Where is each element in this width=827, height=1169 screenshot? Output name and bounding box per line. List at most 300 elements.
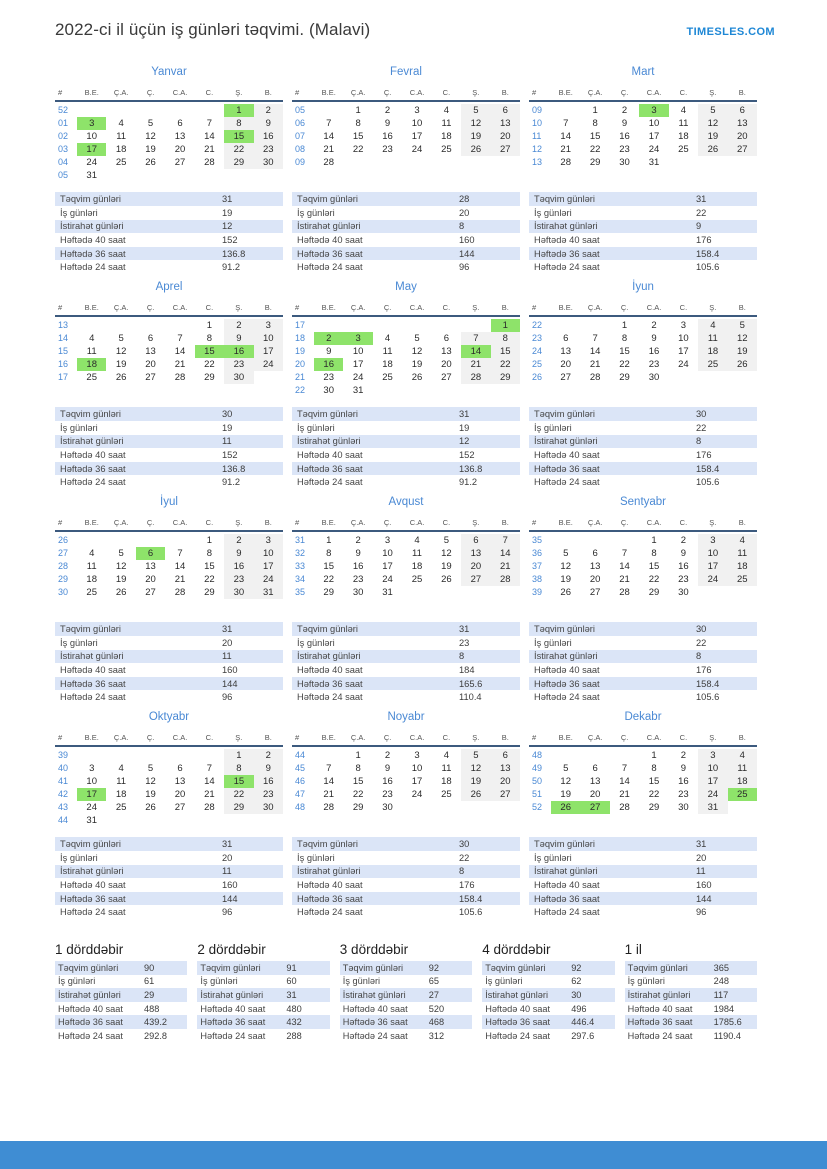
week-row — [55, 143, 283, 156]
stat-label: Həftədə 36 saat — [58, 1017, 123, 1028]
stat-row — [529, 206, 757, 220]
day-header: Ç.A. — [350, 88, 366, 97]
stat-row — [292, 837, 520, 851]
stat-label: Həftədə 36 saat — [297, 678, 363, 689]
day-cell: 8 — [355, 118, 361, 129]
day-cell: 3 — [639, 104, 668, 117]
stats-table — [197, 961, 329, 1043]
day-header: B. — [738, 518, 746, 527]
day-cell: 30 — [254, 156, 283, 169]
day-cell: 17 — [648, 131, 660, 142]
day-cell: 27 — [145, 372, 156, 383]
week-number: 23 — [532, 333, 543, 343]
day-cell: 14 — [204, 131, 215, 142]
day-cell: 6 — [592, 763, 598, 774]
week-row — [292, 143, 520, 156]
day-cell: 26 — [115, 587, 127, 598]
stat-label: İstirahət günləri — [60, 651, 124, 662]
day-cell: 24 — [648, 144, 660, 155]
day-cell: 27 — [145, 587, 156, 598]
header — [55, 20, 775, 40]
week-number: 11 — [532, 131, 542, 141]
day-cell: 18 — [382, 359, 393, 370]
week-row — [55, 332, 283, 345]
stat-row — [625, 988, 757, 1002]
stat-value: 11 — [222, 866, 232, 877]
day-cell: 6 — [592, 548, 598, 559]
stat-label: İş günləri — [342, 976, 381, 987]
week-row — [529, 801, 757, 814]
day-header: C. — [205, 88, 214, 97]
day-cell: 4 — [698, 319, 727, 332]
day-cell: 16 — [678, 776, 689, 787]
stat-label: Həftədə 24 saat — [58, 1030, 123, 1041]
stat-value: 105.6 — [696, 692, 720, 703]
stat-label: Həftədə 24 saat — [60, 262, 126, 273]
day-cell: 17 — [352, 359, 364, 370]
stat-label: İş günləri — [60, 207, 98, 218]
week-number: 35 — [532, 535, 543, 545]
month-title: Avqust — [388, 496, 424, 508]
day-cell: 27 — [174, 802, 186, 813]
stat-row — [55, 407, 283, 421]
month-title: Mart — [631, 66, 655, 78]
day-cell: 27 — [174, 157, 186, 168]
week-number: 22 — [532, 320, 543, 330]
stat-row — [55, 905, 283, 919]
summary-section — [197, 942, 329, 1043]
day-cell: 26 — [461, 143, 490, 156]
stat-row — [529, 192, 757, 206]
day-header: C. — [679, 733, 688, 742]
day-header-row — [55, 730, 283, 747]
day-cell: 30 — [224, 371, 253, 384]
day-cell: 26 — [698, 143, 727, 156]
day-cell: 30 — [678, 587, 689, 598]
day-header: # — [532, 733, 537, 742]
day-cell: 28 — [174, 587, 186, 598]
day-cell: 14 — [174, 561, 186, 572]
day-cell: 22 — [204, 359, 215, 370]
stat-row — [529, 690, 757, 704]
day-header: Ç.A. — [587, 88, 603, 97]
day-cell: 30 — [352, 587, 364, 598]
week-row — [529, 534, 757, 547]
stat-value: 144 — [696, 893, 712, 904]
stat-row — [292, 448, 520, 462]
week-row — [55, 104, 283, 117]
day-cell: 27 — [589, 587, 601, 598]
stat-label: Təqvim günləri — [60, 839, 121, 850]
stat-row — [55, 892, 283, 906]
week-number: 19 — [295, 346, 306, 356]
day-header: C. — [442, 733, 451, 742]
day-header: C.A. — [409, 88, 425, 97]
summary-section — [482, 942, 614, 1043]
stat-value: 144 — [222, 893, 238, 904]
stat-row — [55, 260, 283, 274]
day-cell: 18 — [728, 560, 757, 573]
month-calendar — [55, 515, 283, 599]
stat-value: 19 — [459, 422, 470, 433]
day-cell: 23 — [678, 574, 689, 585]
stat-row — [482, 975, 614, 989]
stat-value: 176 — [696, 450, 712, 461]
stat-row — [197, 961, 329, 975]
day-cell: 30 — [382, 802, 393, 813]
month-calendar — [55, 300, 283, 384]
day-cell: 1 — [224, 749, 253, 762]
month-title: May — [395, 281, 417, 293]
stat-row — [292, 233, 520, 247]
day-header: # — [58, 518, 63, 527]
stat-value: 30 — [696, 409, 707, 420]
day-cell: 29 — [224, 801, 253, 814]
day-header-row — [55, 515, 283, 532]
day-cell: 9 — [651, 333, 657, 344]
day-header: Ş. — [235, 518, 243, 527]
day-cell: 28 — [174, 372, 186, 383]
day-header: B.E. — [558, 733, 573, 742]
stat-label: İş günləri — [534, 637, 572, 648]
day-cell: 6 — [443, 333, 450, 344]
week-number: 41 — [58, 776, 69, 786]
stat-label: İstirahət günləri — [297, 651, 361, 662]
week-number: 02 — [58, 131, 69, 141]
day-cell: 17 — [382, 561, 393, 572]
week-row — [529, 573, 757, 586]
page-title: 2022-ci il üçün iş günləri təqvimi. (Malavi) — [55, 20, 371, 39]
day-cell: 28 — [323, 157, 334, 168]
stats-table — [55, 192, 283, 274]
month-title: Sentyabr — [619, 496, 667, 508]
day-cell: 18 — [411, 561, 423, 572]
stat-label: Həftədə 40 saat — [534, 880, 600, 891]
stat-row — [625, 961, 757, 975]
stat-row — [529, 421, 757, 435]
day-cell: 6 — [136, 547, 165, 560]
day-cell: 21 — [491, 560, 520, 573]
month-title: Fevral — [390, 66, 422, 78]
stat-row — [55, 663, 283, 677]
site-link[interactable]: TIMESLES.COM — [686, 26, 775, 38]
day-header: C. — [205, 518, 214, 527]
month-calendar — [292, 300, 520, 397]
stat-value: 160 — [696, 880, 712, 891]
day-cell: 2 — [224, 319, 253, 332]
stat-row — [482, 1029, 614, 1043]
stat-label: Həftədə 40 saat — [534, 665, 600, 676]
day-header: # — [58, 733, 63, 742]
day-cell: 10 — [411, 763, 423, 774]
day-cell: 21 — [204, 144, 215, 155]
day-cell: 23 — [678, 789, 689, 800]
stat-value: 19 — [222, 207, 233, 218]
stat-value: 1984 — [713, 1003, 735, 1014]
day-cell: 4 — [443, 750, 450, 761]
day-cell: 26 — [145, 802, 156, 813]
day-cell: 8 — [592, 118, 598, 129]
day-header-row — [292, 300, 520, 317]
day-header: C.A. — [409, 518, 425, 527]
stat-label: İş günləri — [534, 422, 572, 433]
day-cell: 17 — [254, 560, 283, 573]
stat-value: 31 — [696, 194, 707, 205]
day-cell: 1 — [206, 320, 213, 331]
stat-label: İstirahət günləri — [342, 989, 406, 1000]
day-cell: 11 — [441, 118, 452, 129]
week-number: 03 — [58, 144, 69, 154]
stat-label: Həftədə 24 saat — [534, 907, 600, 918]
stat-value: 446.4 — [571, 1017, 595, 1028]
day-cell: 29 — [352, 802, 364, 813]
day-cell: 12 — [145, 131, 156, 142]
day-header: C. — [442, 88, 451, 97]
day-cell: 23 — [323, 372, 334, 383]
month-calendar — [529, 85, 757, 169]
week-number: 10 — [532, 118, 543, 128]
stat-label: Həftədə 40 saat — [297, 880, 363, 891]
week-row — [292, 384, 520, 397]
day-header: Ş. — [472, 518, 480, 527]
week-number: 32 — [295, 548, 306, 558]
summary-title: 1 dörddəbir — [55, 942, 124, 957]
stats-table — [340, 961, 472, 1043]
day-header: Ş. — [472, 88, 480, 97]
day-header: Ç. — [146, 303, 155, 312]
stat-value: 19 — [222, 422, 233, 433]
stat-label: İş günləri — [297, 422, 335, 433]
day-cell: 26 — [461, 788, 490, 801]
stat-row — [55, 975, 187, 989]
stat-value: 31 — [286, 989, 297, 1000]
month-calendar — [292, 730, 520, 814]
stat-row — [55, 690, 283, 704]
day-cell: 20 — [174, 144, 186, 155]
week-row — [529, 156, 757, 169]
day-cell: 19 — [560, 574, 571, 585]
day-cell: 15 — [224, 775, 253, 788]
day-cell: 29 — [204, 587, 215, 598]
day-cell: 6 — [491, 749, 520, 762]
day-cell: 22 — [224, 143, 253, 156]
day-cell: 10 — [86, 776, 97, 787]
week-row — [529, 345, 757, 358]
stat-value: 27 — [428, 989, 440, 1000]
week-number: 17 — [295, 320, 306, 330]
day-cell: 25 — [678, 144, 689, 155]
stat-value: 312 — [428, 1030, 445, 1041]
stat-label: İstirahət günləri — [534, 866, 598, 877]
stat-value: 8 — [696, 651, 702, 662]
day-cell: 27 — [491, 143, 520, 156]
day-cell: 5 — [443, 535, 450, 546]
day-cell: 5 — [414, 333, 420, 344]
summary-title: 3 dörddəbir — [339, 942, 409, 957]
day-cell: 1 — [621, 320, 628, 331]
day-cell: 21 — [323, 144, 334, 155]
day-cell: 26 — [728, 358, 757, 371]
week-number: 38 — [532, 574, 543, 584]
day-cell: 25 — [441, 144, 452, 155]
day-cell: 15 — [352, 131, 364, 142]
day-cell: 18 — [115, 789, 127, 800]
stat-value: 11 — [222, 651, 232, 662]
day-cell: 12 — [411, 346, 423, 357]
day-cell: 24 — [411, 144, 423, 155]
stat-label: İş günləri — [60, 637, 98, 648]
stat-value: 31 — [459, 624, 470, 635]
stat-label: Həftədə 24 saat — [342, 1030, 408, 1041]
day-cell: 17 — [698, 560, 727, 573]
day-cell: 25 — [441, 789, 452, 800]
stat-label: İstirahət günləri — [200, 989, 264, 1000]
stat-label: Həftədə 40 saat — [60, 450, 126, 461]
week-number: 15 — [58, 346, 69, 356]
day-cell: 6 — [147, 333, 154, 344]
stat-value: 105.6 — [696, 262, 720, 273]
day-header: Ç. — [620, 518, 629, 527]
stat-value: 60 — [286, 976, 297, 987]
day-cell: 22 — [323, 574, 334, 585]
week-row — [292, 117, 520, 130]
stat-row — [292, 435, 520, 449]
week-row — [292, 560, 520, 573]
day-cell: 21 — [560, 144, 571, 155]
day-cell: 21 — [204, 789, 215, 800]
stat-row — [529, 851, 757, 865]
stat-label: Həftədə 40 saat — [60, 665, 126, 676]
day-cell: 1 — [355, 105, 361, 116]
stat-row — [482, 1015, 614, 1029]
day-cell: 26 — [145, 157, 156, 168]
day-cell: 11 — [382, 346, 393, 357]
day-cell: 18 — [698, 345, 727, 358]
day-header: B.E. — [321, 88, 336, 97]
stat-label: Həftədə 36 saat — [297, 463, 363, 474]
day-cell: 11 — [728, 762, 757, 775]
day-cell: 19 — [461, 130, 490, 143]
day-cell: 29 — [491, 371, 520, 384]
day-cell: 5 — [147, 763, 154, 774]
day-cell: 28 — [461, 371, 490, 384]
stat-value: 90 — [144, 962, 155, 973]
day-cell: 6 — [177, 763, 183, 774]
day-cell: 8 — [621, 333, 628, 344]
day-cell: 21 — [323, 789, 334, 800]
stat-label: Həftədə 24 saat — [200, 1030, 266, 1041]
stat-value: 297.6 — [571, 1030, 595, 1041]
stat-value: 11 — [222, 436, 232, 447]
stat-label: Həftədə 36 saat — [534, 248, 600, 259]
day-cell: 28 — [491, 573, 520, 586]
day-cell: 18 — [115, 144, 127, 155]
day-cell: 10 — [254, 332, 283, 345]
stat-row — [340, 1002, 472, 1016]
day-cell: 25 — [382, 372, 393, 383]
stat-row — [55, 1029, 187, 1043]
day-cell: 9 — [224, 547, 253, 560]
stat-value: 496 — [571, 1003, 587, 1014]
day-cell: 25 — [115, 802, 127, 813]
day-cell: 23 — [254, 143, 283, 156]
stat-label: Həftədə 36 saat — [627, 1017, 693, 1028]
stat-label: İstirahət günləri — [485, 989, 549, 1000]
day-cell: 2 — [355, 535, 361, 546]
week-row — [292, 358, 520, 371]
day-cell: 8 — [355, 763, 361, 774]
week-number: 46 — [295, 776, 306, 786]
day-cell: 18 — [441, 776, 452, 787]
day-header: Ç.A. — [587, 303, 603, 312]
stat-label: İş günləri — [534, 207, 572, 218]
day-cell: 17 — [411, 131, 423, 142]
day-cell: 28 — [619, 802, 630, 813]
stat-value: 61 — [144, 976, 155, 987]
stat-row — [197, 1015, 329, 1029]
week-row — [292, 345, 520, 358]
week-row — [55, 319, 283, 332]
day-cell: 10 — [678, 333, 689, 344]
stat-label: İş günləri — [200, 976, 238, 987]
day-cell: 15 — [648, 561, 660, 572]
week-number: 45 — [295, 763, 306, 773]
day-header: C.A. — [409, 303, 425, 312]
day-header: B.E. — [84, 88, 99, 97]
day-cell: 5 — [563, 763, 569, 774]
day-cell: 11 — [116, 776, 127, 787]
day-cell: 4 — [414, 535, 420, 546]
stat-row — [55, 1015, 187, 1029]
day-cell: 30 — [648, 372, 660, 383]
stat-label: İş günləri — [485, 976, 523, 987]
week-row — [529, 143, 757, 156]
week-number: 42 — [58, 789, 69, 799]
day-cell: 13 — [589, 561, 601, 572]
day-cell: 21 — [461, 358, 490, 371]
week-number: 47 — [295, 789, 306, 799]
day-header: Ş. — [709, 88, 717, 97]
day-header: C.A. — [646, 88, 662, 97]
day-cell: 24 — [698, 573, 727, 586]
day-cell: 3 — [698, 749, 727, 762]
stat-label: Təqvim günləri — [627, 962, 688, 973]
day-cell: 28 — [204, 802, 215, 813]
day-cell: 24 — [86, 802, 97, 813]
stat-row — [292, 421, 520, 435]
stat-value: 20 — [222, 852, 233, 863]
day-cell: 17 — [254, 345, 283, 358]
week-number: 43 — [58, 802, 69, 812]
day-header: Ç. — [383, 88, 392, 97]
week-number: 22 — [295, 385, 306, 395]
stat-label: Həftədə 36 saat — [534, 463, 600, 474]
stat-label: Həftədə 36 saat — [534, 893, 600, 904]
day-header: C. — [205, 303, 214, 312]
day-header: C. — [679, 303, 688, 312]
week-row — [292, 534, 520, 547]
stat-label: Təqvim günləri — [534, 409, 595, 420]
stat-label: Həftədə 36 saat — [60, 463, 126, 474]
week-row — [55, 345, 283, 358]
day-header: Ş. — [709, 303, 717, 312]
stat-row — [292, 905, 520, 919]
day-cell: 25 — [86, 372, 97, 383]
stat-label: Həftədə 24 saat — [297, 907, 363, 918]
day-header: Ç. — [146, 88, 155, 97]
day-header: # — [295, 518, 300, 527]
stat-row — [292, 892, 520, 906]
